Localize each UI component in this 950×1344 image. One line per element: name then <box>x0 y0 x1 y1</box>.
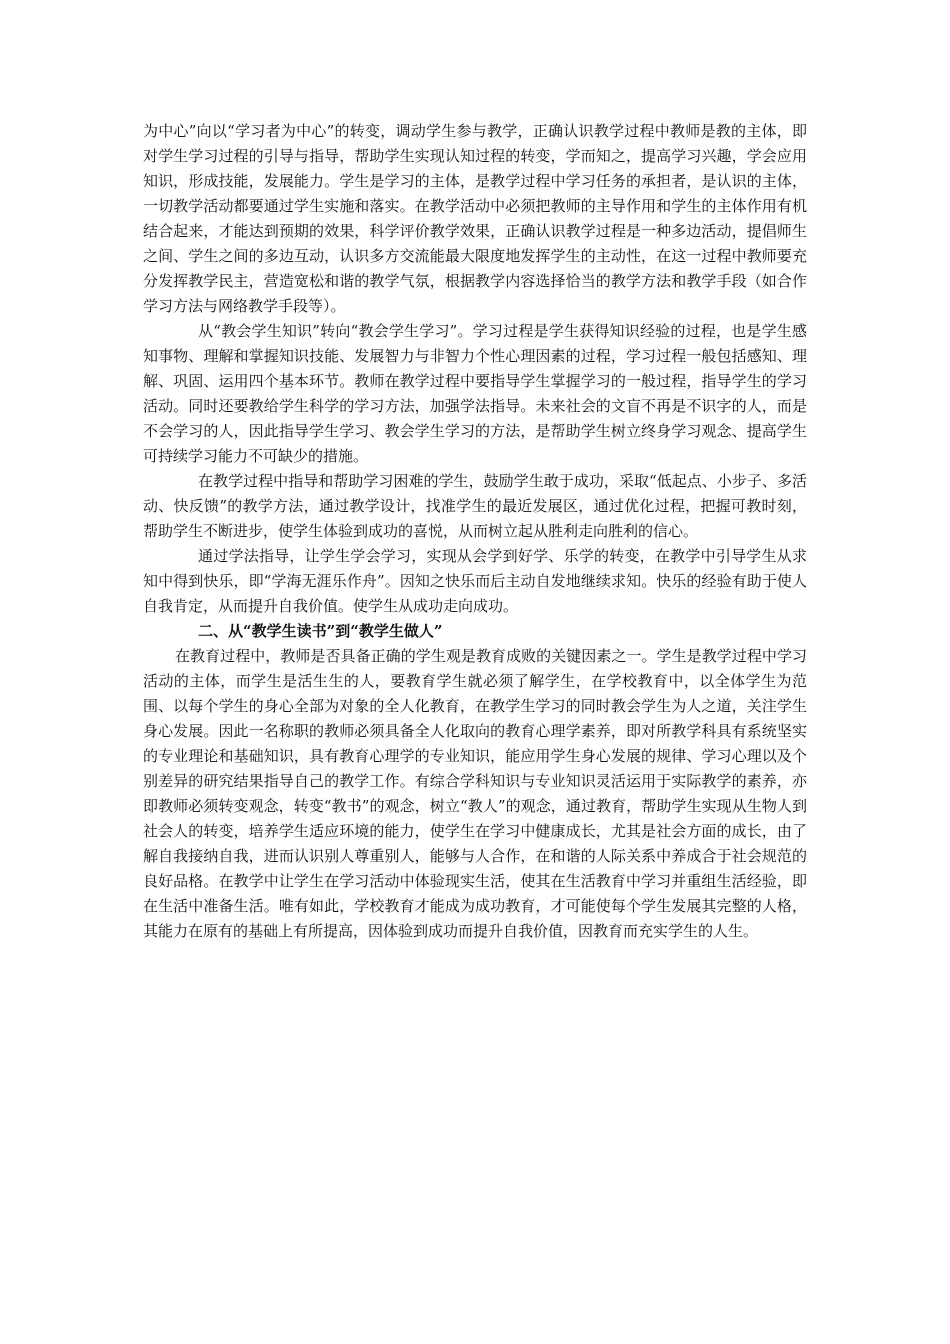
section-heading: 二、从“教学生读书”到“教学生做人” <box>198 622 443 640</box>
document-page <box>143 119 807 944</box>
paragraph-teach-person: 在教育过程中，教师是否具备正确的学生观是教育成败的关键因素之一。学生是教学过程中学习活动的主体，而学生是活生生的人，要教育学生就必须了解学生，在学校教育中，以全体学生为范围、以每个学生的身心全部为对象的全人化教育，在教学生学习的同时教会学生为人之道，关注学生身心发展。因此一名称职的教师必须具备全人化取向的教育心理学素养，即对所教学科具有系统坚实的专业理论和基础知识，具有教育心理学的专业知识，能应用学生身心发展的规律、学习心理以及个别差异的研究结果指导自己的教学工作。有综合学科知识与专业知识灵活运用于实际教学的素养，亦即教师必须转变观念，转变“教书”的观念，树立“教人”的观念，通过教育，帮助学生实现从生物人到社会人的转变，培养学生适应环境的能力，使学生在学习中健康成长，尤其是社会方面的成长，由了解自我接纳自我，进而认识别人尊重别人，能够与人合作，在和谐的人际关系中养成合于社会规范的良好品格。在教学中让学生在学习活动中体验现实生活，使其在生活教育中学习并重组生活经验，即在生活中准备生活。唯有如此，学校教育才能成为成功教育，才可能使每个学生发展其完整的人格，其能力在原有的基础上有所提高，因体验到成功而提升自我价值，因教育而充实学生的人生。 <box>143 647 807 940</box>
paragraph-struggling-students: 在教学过程中指导和帮助学习困难的学生，鼓励学生敢于成功，采取“低起点、小步子、多活动、快反馈”的教学方法，通过教学设计，找准学生的最近发展区，通过优化过程，把握可教时刻，帮助学生不断进步，使学生体验到成功的喜悦，从而树立起从胜利走向胜利的信心。 <box>143 472 807 540</box>
paragraph-continuation: 为中心”向以“学习者为中心”的转变，调动学生参与教学，正确认识教学过程中教师是教的主体，即对学生学习过程的引导与指导，帮助学生实现认知过程的转变，学而知之，提高学习兴趣，学会应用知识，形成技能，发展能力。学生是学习的主体，是教学过程中学习任务的承担者，是认识的主体，一切教学活动都要通过学生实施和落实。在教学活动中必须把教师的主导作用和学生的主体作用有机结合起来，才能达到预期的效果，科学评价教学效果，正确认识教学过程是一种多边活动，提倡师生之间、学生之间的多边互动，认识多方交流能最大限度地发挥学生的主动性，在这一过程中教师要充分发挥教学民主，营造宽松和谐的教学气氛，根据教学内容选择恰当的教学方法和教学手段（如合作学习方法与网络教学手段等）。 <box>143 122 807 315</box>
paragraph-teach-learning: 从“教会学生知识”转向“教会学生学习”。学习过程是学生获得知识经验的过程，也是学生感知事物、理解和掌握知识技能、发展智力与非智力个性心理因素的过程，学习过程一般包括感知、理解、巩固、运用四个基本环节。教师在教学过程中要指导学生掌握学习的一般过程，指导学生的学习活动。同时还要教给学生科学的学习方法，加强学法指导。未来社会的文盲不再是不识字的人，而是不会学习的人，因此指导学生学习、教会学生学习的方法，是帮助学生树立终身学习观念、提高学生可持续学习能力不可缺少的措施。 <box>143 322 807 465</box>
paragraph-study-guidance: 通过学法指导，让学生学会学习，实现从会学到好学、乐学的转变，在教学中引导学生从求知中得到快乐，即“学海无涯乐作舟”。因知之快乐而后主动自发地继续求知。快乐的经验有助于使人自我肯定，从而提升自我价值。使学生从成功走向成功。 <box>143 547 807 615</box>
